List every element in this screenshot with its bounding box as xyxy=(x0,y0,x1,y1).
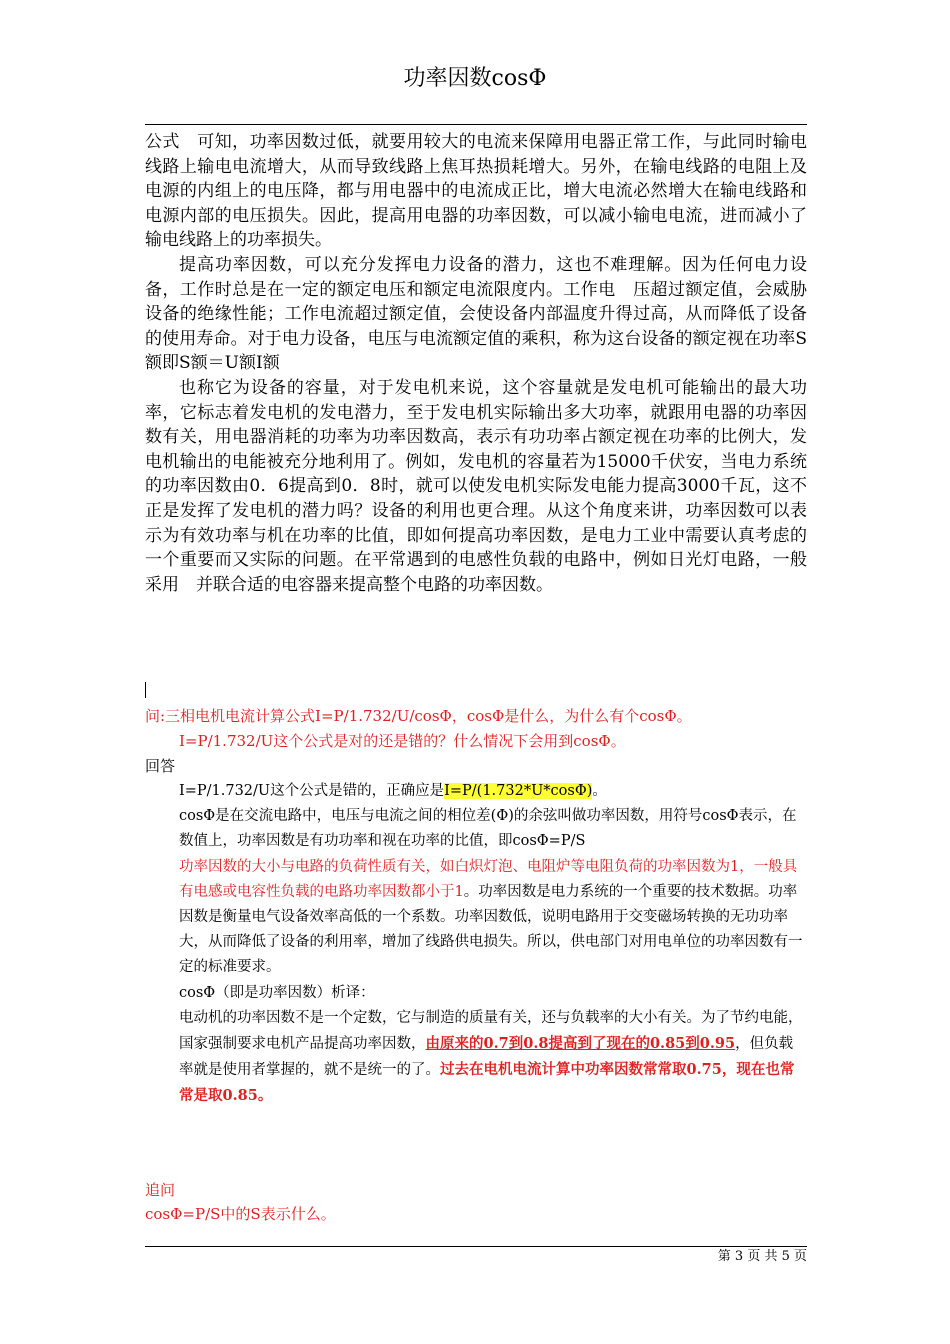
question-2: I=P/1.732/U这个公式是对的还是错的？什么情况下会用到cosΦ。 xyxy=(179,732,626,750)
analysis-2: ，但负载率就是使用者掌握的，就不是统一的了。 xyxy=(179,1036,794,1079)
question-1: 问:三相电机电流计算公式I=P/1.732/U/cosΦ，cosΦ是什么，为什么有个cosΦ。 xyxy=(145,707,692,725)
definition: cosΦ是在交流电路中，电压与电流之间的相位差(Φ)的余弦叫做功率因数，用符号cosΦ表示，在数值上，功率因数是有功功率和视在功率的比值，即cosΦ=P/S xyxy=(179,808,797,850)
analysis-1: 电动机的功率因数不是一个定数，它与制造的质量有关，还与负载率的大小有关。为了节约电能，国家强制要求电机产品提高功率因数， xyxy=(179,1009,803,1053)
followup-text: cosΦ=P/S中的S表示什么。 xyxy=(145,1205,336,1223)
body-text xyxy=(145,130,824,597)
analysis-red-underline: 由原来的0.7到0.8提高到了现在的0.85到0.95 xyxy=(425,1035,736,1053)
paragraph-2: 提高功率因数，可以充分发挥电力设备的潜力，这也不难理解。因为任何电力设备，工作时总是在一定的额定电压和额定电流限度内。工作电 压超过额定值，会威胁设备的绝缘性能；工作电流超过额定值，会使设备内部温度升得过高，从而降低了设备的使用寿命。对于电力设备，电压与电流额定值的乘积，称为这台设备的额定视在功率S额即S额＝U额I额 xyxy=(145,254,807,374)
formula-pre: I=P/1.732/U这个公式是错的，正确应是 xyxy=(179,783,445,799)
footer-rule xyxy=(145,1246,807,1247)
factor-black: 。功率因数是电力系统的一个重要的技术数据。功率因数是衡量电气设备效率高低的一个系数。功率因数低，说明电路用于交变磁场转换的无功功率大，从而降低了设备的利用率，增加了线路供电损失。所以，供电部门对用电单位的功率因数有一定的标准要求。 xyxy=(179,883,803,976)
answer-heading: 回答 xyxy=(145,757,176,775)
factor-paragraph xyxy=(145,855,807,981)
page-number: 第 3 页 共 5 页 xyxy=(717,1249,807,1264)
paragraph-3: 也称它为设备的容量，对于发电机来说，这个容量就是发电机可能输出的最大功率，它标志着发电机的发电潜力，至于发电机实际输出多大功率，就跟用电器的功率因数有关，用电器消耗的功率为功率因数高，表示有功功率占额定视在功率的比例大，发电机输出的电能被充分地利用了。例如，发电机的容量若为15000千伏安，当电力系统 的功率因数由0．6提高到0．8时，就可以使发电机实际发电能力提高3000千瓦，这不正是发挥了发电机的潜力吗？设备的利用也更合理。从这个角度来讲，功率因数可以表示为有效功率与机在功率的比值，即如何提高功率因数，是电力工业中需要认真考虑的一个重要而又实际的问题。在平常遇到的电感性负载的电路中，例如日光灯电路，一般采用 并联合适的电容器来提高整个电路的功率因数。 xyxy=(145,377,824,595)
analysis-red-bold: 过去在电机电流计算中功率因数常常取0.75，现在也常常是取0.85。 xyxy=(179,1061,795,1105)
analysis-paragraph xyxy=(145,1006,807,1110)
formula-post: 。 xyxy=(592,783,607,799)
qa-section xyxy=(145,704,807,1110)
factor-red: 功率因数的大小与电路的负荷性质有关，如白炽灯泡、电阻炉等电阻负荷的功率因数为1，一般具有电感或电容性负载的电路功率因数都小于1 xyxy=(179,858,798,900)
header-rule xyxy=(145,124,807,125)
formula-line xyxy=(145,779,807,804)
followup-section xyxy=(145,1178,807,1226)
page-title: 功率因数cosΦ xyxy=(403,66,547,91)
paragraph-1: 公式 可知，功率因数过低，就要用较大的电流来保障用电器正常工作，与此同时输电线路上输电电流增大，从而导致线路上焦耳热损耗增大。另外，在输电线路的电阻上及电源的内组上的电压降，都与用电器中的电流成正比，增大电流必然增大在输电线路和电源内部的电压损失。因此，提高用电器的功率因数，可以减小输电电流，进而减小了输电线路上的功率损失。 xyxy=(145,132,807,251)
formula-correct: I=P/(1.732*U*cosΦ) xyxy=(444,783,593,799)
text-cursor xyxy=(145,682,146,698)
analysis-heading: cosΦ（即是功率因数）析译： xyxy=(179,984,375,1001)
followup-label: 追问 xyxy=(145,1181,176,1199)
